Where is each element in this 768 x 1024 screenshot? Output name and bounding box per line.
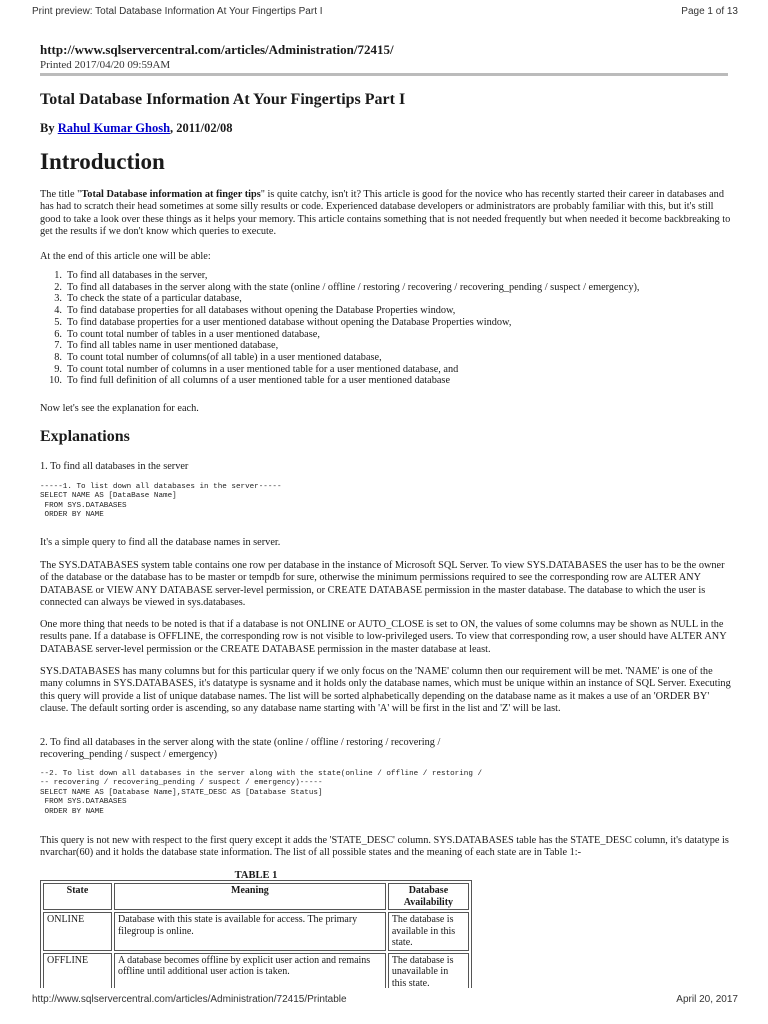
byline-prefix: By: [40, 121, 58, 135]
table-caption: TABLE 1: [234, 870, 278, 881]
goals-list: [40, 270, 730, 387]
paragraph: One more thing that needs to be noted is that if a database is not ONLINE or AUTO_CLOSE is set to ON, the values of some columns may be shown as NULL in the results pane. If a database is OFFLINE, the corresponding row is not visible to low-privileged users. To view that corresponding row, a user should have ALTER ANY DATABASE server-level permission or the CREATE DATABASE permission in the master database at least.: [40, 619, 727, 655]
list-text: To find full definition of all columns of a user mentioned table for a user mentioned database: [67, 375, 451, 387]
list-text: To count total number of columns(of all table) in a user mentioned database,: [67, 351, 382, 363]
list-item: [40, 317, 730, 329]
table-row: [43, 912, 469, 951]
table-cell: The database is available in this state.: [388, 912, 469, 951]
intro-paragraph: [40, 189, 735, 238]
list-number: 7.: [54, 340, 62, 352]
table-cell: The database is unavailable in this state.: [388, 953, 469, 989]
list-number: 3.: [54, 293, 62, 305]
list-item: [40, 270, 730, 282]
list-item: [40, 305, 730, 317]
byline-date: , 2011/02/08: [170, 121, 233, 135]
code-block-1: -----1. To list down all databases in the server----- SELECT NAME AS [DataBase Name] FROM SYS.DATABASES ORDER BY NAME: [40, 483, 282, 520]
section-heading-explanations: Explanations: [40, 428, 130, 445]
list-number: 4.: [54, 305, 62, 317]
list-number: 5.: [54, 316, 62, 328]
print-header-title: Print preview: Total Database Information At Your Fingertips Part I: [32, 6, 323, 17]
article-url: http://www.sqlservercentral.com/articles/Administration/72415/: [40, 42, 394, 57]
list-text: To find all databases in the server,: [67, 270, 208, 281]
list-number: 10.: [49, 375, 62, 387]
printed-timestamp: Printed 2017/04/20 09:59AM: [40, 59, 171, 71]
code-block-2: --2. To list down all databases in the server along with the state(online / offline / restoring / -- recovering / recovering_pending / suspect / emergency)----- SELECT NAME AS [Database Name],STATE_DESC AS [Database Status] FROM SYS.DATABASES ORDER BY NAME: [40, 770, 483, 816]
subsection-1-title: 1. To find all databases in the server: [40, 461, 189, 472]
list-item: [40, 340, 730, 352]
list-item: [40, 329, 730, 341]
page-number: Page 1 of 13: [681, 6, 738, 17]
list-text: To count total number of columns in a user mentioned table for a user mentioned database, and: [67, 363, 459, 375]
footer-url: http://www.sqlservercentral.com/articles/Administration/72415/Printable: [32, 994, 347, 1005]
list-item: [40, 293, 730, 305]
table-row: [43, 953, 469, 989]
paragraph: The SYS.DATABASES system table contains one row per database in the instance of Microsoft SQL Server. To view SYS.DATABASES the user has to be the owner of the database or the database has to be master or tempdb for sure, otherwise the minimum permissions required to see the corresponding row are ALTER ANY DATABASE or VIEW ANY DATABASE server-level permission, or CREATE DATABASE permission in the master database. The database to which the user is connected can always be viewed in sys.databases.: [40, 560, 725, 608]
list-item: [40, 352, 730, 364]
section-heading-introduction: Introduction: [40, 149, 165, 174]
table-header-cell: State: [43, 883, 112, 910]
table-cell: Database with this state is available for access. The primary filegroup is online.: [114, 912, 386, 951]
paragraph: It's a simple query to find all the database names in server.: [40, 537, 281, 548]
table-cell: A database becomes offline by explicit user action and remains offline until additional user action is taken.: [114, 953, 386, 989]
intro-text-rest: " is quite catchy, isn't it? This article is good for the novice who has recently started their career in databases and has had to scratch their head sometimes at some silly results or code. Experienced database developers or administrators are probably familiar with this, but it's still good to take a look over these things as it helps your memory. This article contains something that is not needed frequently but when needed it become backbreaking to get the results if we don't know which queries to execute.: [40, 189, 731, 237]
article-title: Total Database Information At Your Fingertips Part I: [40, 91, 406, 108]
divider: [40, 73, 728, 76]
print-header: [32, 6, 738, 17]
list-number: 1.: [54, 270, 62, 281]
paragraph: SYS.DATABASES has many columns but for this particular query if we only focus on the 'NAME' column then our requirement will be met. 'NAME' is one of the many columns in SYS.DATABASES, it's datatype is sysname and it holds only the database names, which must be unique within an instance of SQL Server. Executing this query will provide a list of unique database names. The list will be sorted alphabetically depending on the database name as it makes a use of an 'ORDER BY' clause. The default sorting order is ascending, so any database name starting with 'A' will be first in the list and 'Z' will be last.: [40, 666, 731, 714]
transition-paragraph: Now let's see the explanation for each.: [40, 403, 199, 414]
table-cell: OFFLINE: [43, 953, 112, 989]
table-header-cell: Database Availability: [388, 883, 469, 910]
list-text: To count total number of tables in a user mentioned database,: [67, 328, 320, 340]
table-viewport: [0, 868, 768, 988]
list-number: 8.: [54, 351, 62, 363]
table-header-cell: Meaning: [114, 883, 386, 910]
list-item: [40, 364, 730, 376]
list-text: To find database properties for a user mentioned database without opening the Database Properties window,: [67, 316, 512, 328]
table-header-row: [43, 883, 469, 910]
goals-intro: At the end of this article one will be able:: [40, 251, 211, 262]
database-state-table: [40, 880, 472, 988]
list-text: To find database properties for all databases without opening the Database Properties window,: [67, 305, 456, 317]
byline: [40, 121, 233, 136]
table-cell: ONLINE: [43, 912, 112, 951]
list-item: [40, 282, 730, 294]
list-text: To check the state of a particular database,: [67, 293, 242, 305]
footer-date: April 20, 2017: [676, 994, 738, 1005]
intro-text: The title ": [40, 189, 82, 200]
subsection-2-title: 2. To find all databases in the server along with the state (online / offline / restoring / recovering / recovering_pending / suspect / emergency): [40, 737, 441, 761]
list-number: 2.: [54, 281, 62, 293]
intro-bold-title: Total Database information at finger tips: [81, 189, 261, 200]
print-footer: [32, 994, 738, 1005]
list-text: To find all databases in the server along with the state (online / offline / restoring / recovering / recovering_pending / suspect / emergency),: [67, 281, 640, 293]
list-number: 6.: [54, 328, 62, 340]
list-text: To find all tables name in user mentioned database,: [67, 340, 279, 352]
list-item: [40, 375, 730, 387]
paragraph: This query is not new with respect to the first query except it adds the 'STATE_DESC' column. SYS.DATABASES table has the STATE_DESC column, it's datatype is nvarchar(60) and it holds the database state information. The list of all possible states and the meaning of each state are in Table 1:-: [40, 835, 729, 859]
list-number: 9.: [54, 363, 62, 375]
author-link[interactable]: Rahul Kumar Ghosh: [57, 121, 171, 135]
